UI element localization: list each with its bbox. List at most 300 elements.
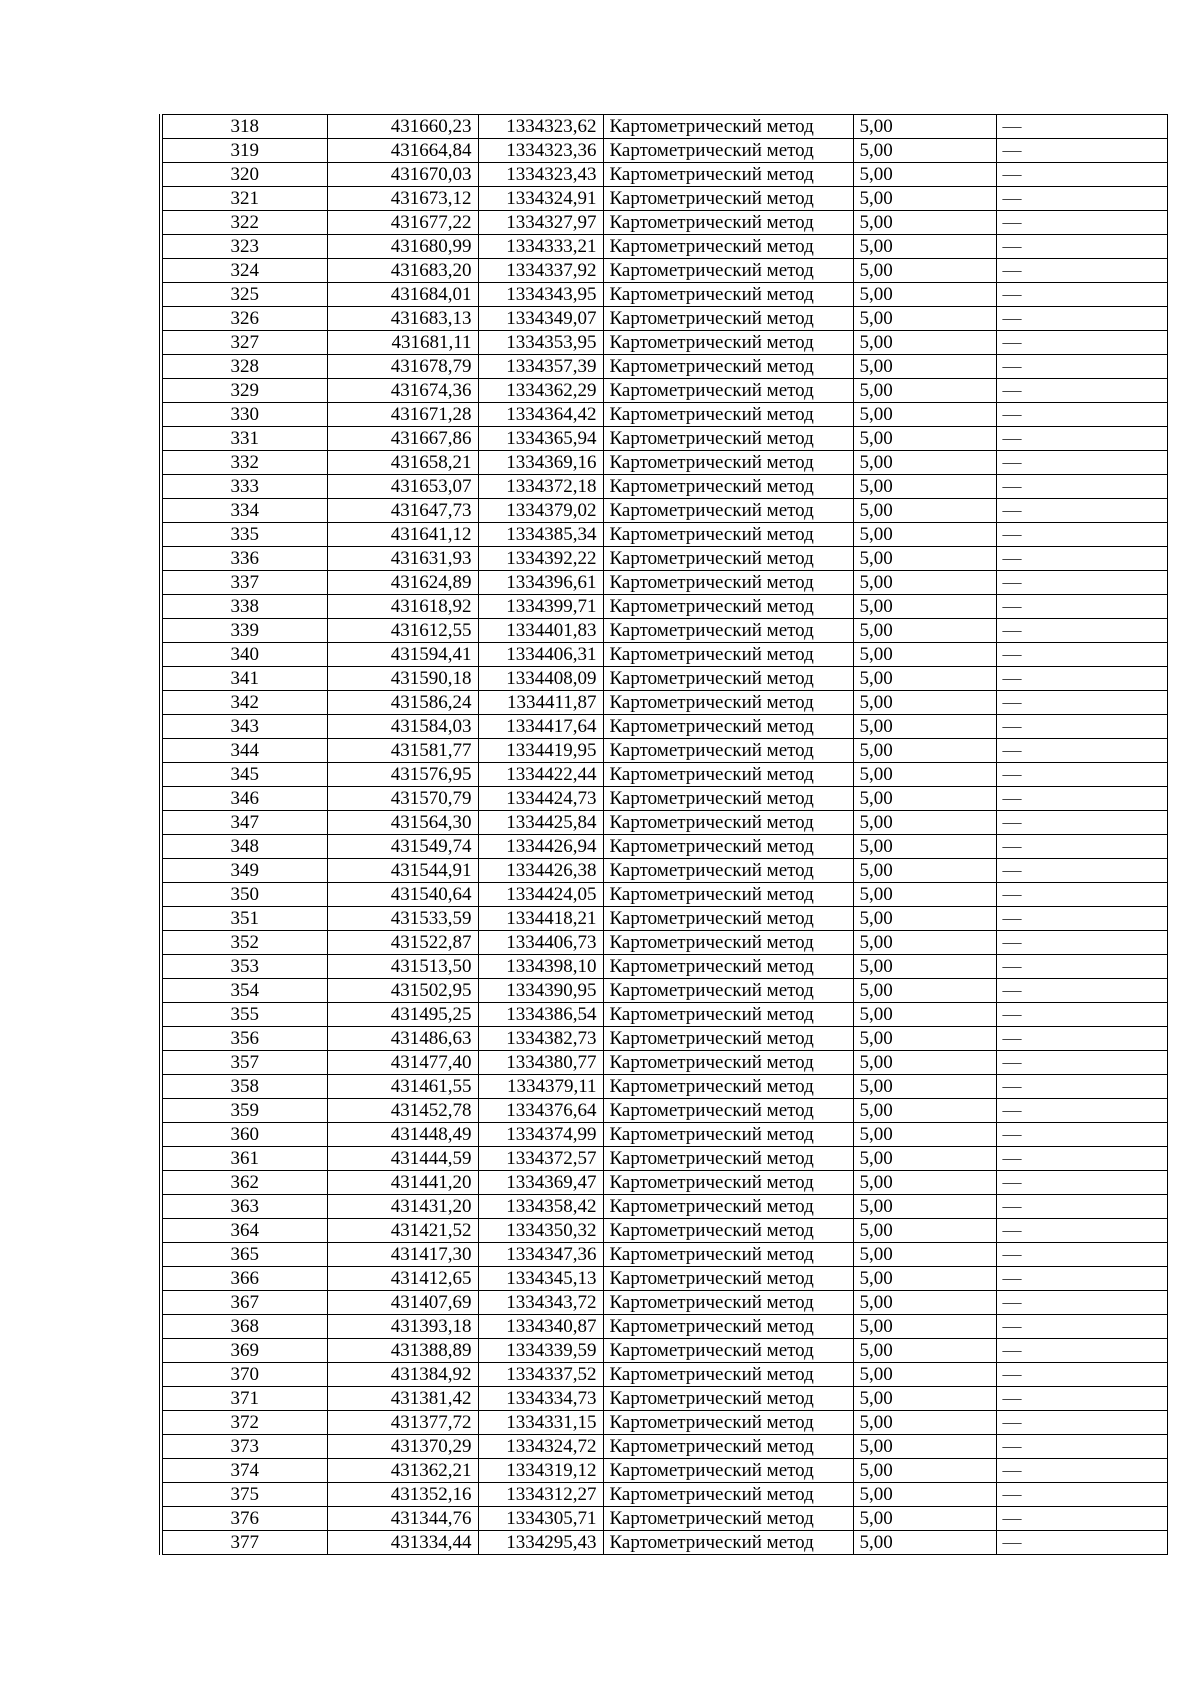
point-number-cell: 357 xyxy=(161,1051,327,1075)
coordinate-y-cell: 1334353,95 xyxy=(478,331,603,355)
coordinate-y-cell: 1334372,57 xyxy=(478,1147,603,1171)
coordinate-y-cell: 1334386,54 xyxy=(478,1003,603,1027)
description-cell: — xyxy=(996,187,1167,211)
method-cell: Картометрический метод xyxy=(603,1315,853,1339)
description-cell: — xyxy=(996,1147,1167,1171)
point-number-cell: 345 xyxy=(161,763,327,787)
description-cell: — xyxy=(996,523,1167,547)
coordinate-y-cell: 1334319,12 xyxy=(478,1459,603,1483)
table-row xyxy=(161,1075,1167,1099)
coordinate-y-cell: 1334408,09 xyxy=(478,667,603,691)
point-number-cell: 356 xyxy=(161,1027,327,1051)
coordinate-x-cell: 431407,69 xyxy=(327,1291,478,1315)
coordinate-y-cell: 1334425,84 xyxy=(478,811,603,835)
precision-cell: 5,00 xyxy=(853,379,996,403)
coordinate-x-cell: 431664,84 xyxy=(327,139,478,163)
coordinate-y-cell: 1334339,59 xyxy=(478,1339,603,1363)
table-row xyxy=(161,475,1167,499)
table-row xyxy=(161,259,1167,283)
method-cell: Картометрический метод xyxy=(603,475,853,499)
method-cell: Картометрический метод xyxy=(603,1363,853,1387)
description-cell: — xyxy=(996,211,1167,235)
coordinate-x-cell: 431570,79 xyxy=(327,787,478,811)
coordinate-y-cell: 1334343,72 xyxy=(478,1291,603,1315)
coordinate-y-cell: 1334380,77 xyxy=(478,1051,603,1075)
coordinate-y-cell: 1334323,62 xyxy=(478,115,603,139)
method-cell: Картометрический метод xyxy=(603,1435,853,1459)
precision-cell: 5,00 xyxy=(853,763,996,787)
point-number-cell: 358 xyxy=(161,1075,327,1099)
point-number-cell: 332 xyxy=(161,451,327,475)
table-row xyxy=(161,1003,1167,1027)
point-number-cell: 335 xyxy=(161,523,327,547)
coordinate-x-cell: 431444,59 xyxy=(327,1147,478,1171)
method-cell: Картометрический метод xyxy=(603,259,853,283)
precision-cell: 5,00 xyxy=(853,835,996,859)
description-cell: — xyxy=(996,1051,1167,1075)
method-cell: Картометрический метод xyxy=(603,1339,853,1363)
point-number-cell: 323 xyxy=(161,235,327,259)
method-cell: Картометрический метод xyxy=(603,1459,853,1483)
coordinate-x-cell: 431683,20 xyxy=(327,259,478,283)
coordinate-x-cell: 431334,44 xyxy=(327,1531,478,1555)
method-cell: Картометрический метод xyxy=(603,1507,853,1531)
table-row xyxy=(161,307,1167,331)
precision-cell: 5,00 xyxy=(853,427,996,451)
description-cell: — xyxy=(996,139,1167,163)
precision-cell: 5,00 xyxy=(853,667,996,691)
coordinate-y-cell: 1334417,64 xyxy=(478,715,603,739)
coordinate-x-cell: 431370,29 xyxy=(327,1435,478,1459)
method-cell: Картометрический метод xyxy=(603,1267,853,1291)
table-row xyxy=(161,1411,1167,1435)
coordinate-x-cell: 431612,55 xyxy=(327,619,478,643)
point-number-cell: 369 xyxy=(161,1339,327,1363)
point-number-cell: 359 xyxy=(161,1099,327,1123)
point-number-cell: 331 xyxy=(161,427,327,451)
method-cell: Картометрический метод xyxy=(603,1243,853,1267)
precision-cell: 5,00 xyxy=(853,907,996,931)
point-number-cell: 374 xyxy=(161,1459,327,1483)
table-row xyxy=(161,1483,1167,1507)
coordinate-y-cell: 1334374,99 xyxy=(478,1123,603,1147)
precision-cell: 5,00 xyxy=(853,1267,996,1291)
point-number-cell: 363 xyxy=(161,1195,327,1219)
precision-cell: 5,00 xyxy=(853,571,996,595)
method-cell: Картометрический метод xyxy=(603,835,853,859)
coordinate-y-cell: 1334305,71 xyxy=(478,1507,603,1531)
table-row xyxy=(161,547,1167,571)
method-cell: Картометрический метод xyxy=(603,763,853,787)
coordinate-x-cell: 431671,28 xyxy=(327,403,478,427)
coordinate-x-cell: 431680,99 xyxy=(327,235,478,259)
method-cell: Картометрический метод xyxy=(603,427,853,451)
method-cell: Картометрический метод xyxy=(603,379,853,403)
description-cell: — xyxy=(996,547,1167,571)
precision-cell: 5,00 xyxy=(853,787,996,811)
point-number-cell: 336 xyxy=(161,547,327,571)
point-number-cell: 354 xyxy=(161,979,327,1003)
coordinate-y-cell: 1334295,43 xyxy=(478,1531,603,1555)
table-row xyxy=(161,1243,1167,1267)
precision-cell: 5,00 xyxy=(853,1243,996,1267)
coordinate-y-cell: 1334362,29 xyxy=(478,379,603,403)
description-cell: — xyxy=(996,403,1167,427)
precision-cell: 5,00 xyxy=(853,1483,996,1507)
method-cell: Картометрический метод xyxy=(603,739,853,763)
coordinate-y-cell: 1334406,73 xyxy=(478,931,603,955)
coordinate-x-cell: 431352,16 xyxy=(327,1483,478,1507)
table-row xyxy=(161,883,1167,907)
table-row xyxy=(161,283,1167,307)
table-row xyxy=(161,643,1167,667)
method-cell: Картометрический метод xyxy=(603,1387,853,1411)
coordinate-x-cell: 431673,12 xyxy=(327,187,478,211)
description-cell: — xyxy=(996,283,1167,307)
method-cell: Картометрический метод xyxy=(603,1483,853,1507)
coordinate-y-cell: 1334390,95 xyxy=(478,979,603,1003)
point-number-cell: 353 xyxy=(161,955,327,979)
method-cell: Картометрический метод xyxy=(603,451,853,475)
description-cell: — xyxy=(996,1411,1167,1435)
coordinate-x-cell: 431544,91 xyxy=(327,859,478,883)
point-number-cell: 351 xyxy=(161,907,327,931)
description-cell: — xyxy=(996,811,1167,835)
description-cell: — xyxy=(996,787,1167,811)
description-cell: — xyxy=(996,1507,1167,1531)
coordinate-y-cell: 1334357,39 xyxy=(478,355,603,379)
table-row xyxy=(161,427,1167,451)
point-number-cell: 343 xyxy=(161,715,327,739)
method-cell: Картометрический метод xyxy=(603,283,853,307)
point-number-cell: 342 xyxy=(161,691,327,715)
coordinate-x-cell: 431388,89 xyxy=(327,1339,478,1363)
point-number-cell: 337 xyxy=(161,571,327,595)
coordinate-y-cell: 1334369,16 xyxy=(478,451,603,475)
precision-cell: 5,00 xyxy=(853,547,996,571)
coordinate-x-cell: 431344,76 xyxy=(327,1507,478,1531)
precision-cell: 5,00 xyxy=(853,1171,996,1195)
coordinate-x-cell: 431502,95 xyxy=(327,979,478,1003)
point-number-cell: 318 xyxy=(161,115,327,139)
point-number-cell: 371 xyxy=(161,1387,327,1411)
method-cell: Картометрический метод xyxy=(603,1147,853,1171)
method-cell: Картометрический метод xyxy=(603,883,853,907)
description-cell: — xyxy=(996,1171,1167,1195)
precision-cell: 5,00 xyxy=(853,1003,996,1027)
description-cell: — xyxy=(996,1027,1167,1051)
coordinate-y-cell: 1334349,07 xyxy=(478,307,603,331)
coordinate-y-cell: 1334398,10 xyxy=(478,955,603,979)
precision-cell: 5,00 xyxy=(853,1195,996,1219)
table-row xyxy=(161,403,1167,427)
point-number-cell: 320 xyxy=(161,163,327,187)
method-cell: Картометрический метод xyxy=(603,595,853,619)
precision-cell: 5,00 xyxy=(853,307,996,331)
description-cell: — xyxy=(996,1315,1167,1339)
description-cell: — xyxy=(996,1123,1167,1147)
coordinate-x-cell: 431393,18 xyxy=(327,1315,478,1339)
precision-cell: 5,00 xyxy=(853,979,996,1003)
method-cell: Картометрический метод xyxy=(603,235,853,259)
point-number-cell: 367 xyxy=(161,1291,327,1315)
point-number-cell: 333 xyxy=(161,475,327,499)
description-cell: — xyxy=(996,883,1167,907)
table-row xyxy=(161,1123,1167,1147)
coordinate-y-cell: 1334347,36 xyxy=(478,1243,603,1267)
table-row xyxy=(161,1435,1167,1459)
coordinate-x-cell: 431631,93 xyxy=(327,547,478,571)
coordinate-x-cell: 431683,13 xyxy=(327,307,478,331)
precision-cell: 5,00 xyxy=(853,619,996,643)
description-cell: — xyxy=(996,355,1167,379)
precision-cell: 5,00 xyxy=(853,1387,996,1411)
point-number-cell: 319 xyxy=(161,139,327,163)
coordinate-y-cell: 1334364,42 xyxy=(478,403,603,427)
table-row xyxy=(161,163,1167,187)
table-row xyxy=(161,1099,1167,1123)
point-number-cell: 350 xyxy=(161,883,327,907)
description-cell: — xyxy=(996,331,1167,355)
point-number-cell: 344 xyxy=(161,739,327,763)
point-number-cell: 364 xyxy=(161,1219,327,1243)
coordinate-x-cell: 431581,77 xyxy=(327,739,478,763)
table-row xyxy=(161,739,1167,763)
description-cell: — xyxy=(996,1291,1167,1315)
precision-cell: 5,00 xyxy=(853,331,996,355)
point-number-cell: 330 xyxy=(161,403,327,427)
table-row xyxy=(161,1051,1167,1075)
table-row xyxy=(161,1315,1167,1339)
coordinate-x-cell: 431647,73 xyxy=(327,499,478,523)
coordinate-x-cell: 431594,41 xyxy=(327,643,478,667)
coordinate-y-cell: 1334401,83 xyxy=(478,619,603,643)
coordinate-y-cell: 1334392,22 xyxy=(478,547,603,571)
method-cell: Картометрический метод xyxy=(603,355,853,379)
coordinate-y-cell: 1334385,34 xyxy=(478,523,603,547)
method-cell: Картометрический метод xyxy=(603,859,853,883)
coordinate-y-cell: 1334424,73 xyxy=(478,787,603,811)
precision-cell: 5,00 xyxy=(853,355,996,379)
table-row xyxy=(161,619,1167,643)
precision-cell: 5,00 xyxy=(853,187,996,211)
point-number-cell: 326 xyxy=(161,307,327,331)
coordinate-y-cell: 1334406,31 xyxy=(478,643,603,667)
point-number-cell: 321 xyxy=(161,187,327,211)
table-row xyxy=(161,1219,1167,1243)
coordinate-y-cell: 1334327,97 xyxy=(478,211,603,235)
description-cell: — xyxy=(996,1243,1167,1267)
description-cell: — xyxy=(996,571,1167,595)
description-cell: — xyxy=(996,1003,1167,1027)
table-row xyxy=(161,1147,1167,1171)
coordinate-x-cell: 431576,95 xyxy=(327,763,478,787)
table-row xyxy=(161,523,1167,547)
coordinate-y-cell: 1334345,13 xyxy=(478,1267,603,1291)
coordinate-x-cell: 431641,12 xyxy=(327,523,478,547)
table-row xyxy=(161,1027,1167,1051)
coordinate-x-cell: 431384,92 xyxy=(327,1363,478,1387)
method-cell: Картометрический метод xyxy=(603,1123,853,1147)
description-cell: — xyxy=(996,1267,1167,1291)
coordinate-x-cell: 431540,64 xyxy=(327,883,478,907)
method-cell: Картометрический метод xyxy=(603,907,853,931)
method-cell: Картометрический метод xyxy=(603,1171,853,1195)
precision-cell: 5,00 xyxy=(853,643,996,667)
precision-cell: 5,00 xyxy=(853,955,996,979)
precision-cell: 5,00 xyxy=(853,499,996,523)
coordinate-y-cell: 1334323,43 xyxy=(478,163,603,187)
table-row xyxy=(161,211,1167,235)
coordinate-x-cell: 431362,21 xyxy=(327,1459,478,1483)
coordinate-y-cell: 1334411,87 xyxy=(478,691,603,715)
precision-cell: 5,00 xyxy=(853,595,996,619)
coordinate-y-cell: 1334379,11 xyxy=(478,1075,603,1099)
method-cell: Картометрический метод xyxy=(603,1531,853,1555)
method-cell: Картометрический метод xyxy=(603,955,853,979)
table-row xyxy=(161,691,1167,715)
coordinate-y-cell: 1334426,94 xyxy=(478,835,603,859)
point-number-cell: 362 xyxy=(161,1171,327,1195)
point-number-cell: 327 xyxy=(161,331,327,355)
point-number-cell: 329 xyxy=(161,379,327,403)
precision-cell: 5,00 xyxy=(853,1099,996,1123)
method-cell: Картометрический метод xyxy=(603,787,853,811)
precision-cell: 5,00 xyxy=(853,1027,996,1051)
coordinate-x-cell: 431584,03 xyxy=(327,715,478,739)
method-cell: Картометрический метод xyxy=(603,523,853,547)
table-row xyxy=(161,1363,1167,1387)
description-cell: — xyxy=(996,1099,1167,1123)
coordinate-y-cell: 1334312,27 xyxy=(478,1483,603,1507)
coordinate-x-cell: 431564,30 xyxy=(327,811,478,835)
point-number-cell: 334 xyxy=(161,499,327,523)
table-row xyxy=(161,571,1167,595)
coordinate-y-cell: 1334323,36 xyxy=(478,139,603,163)
table-row xyxy=(161,1171,1167,1195)
table-row xyxy=(161,1339,1167,1363)
table-row xyxy=(161,1459,1167,1483)
point-number-cell: 348 xyxy=(161,835,327,859)
method-cell: Картометрический метод xyxy=(603,931,853,955)
coordinate-x-cell: 431624,89 xyxy=(327,571,478,595)
precision-cell: 5,00 xyxy=(853,1339,996,1363)
table-row xyxy=(161,139,1167,163)
coordinate-y-cell: 1334379,02 xyxy=(478,499,603,523)
description-cell: — xyxy=(996,1483,1167,1507)
table-row xyxy=(161,115,1167,139)
point-number-cell: 328 xyxy=(161,355,327,379)
coordinate-x-cell: 431684,01 xyxy=(327,283,478,307)
method-cell: Картометрический метод xyxy=(603,1003,853,1027)
precision-cell: 5,00 xyxy=(853,1123,996,1147)
description-cell: — xyxy=(996,259,1167,283)
coordinate-x-cell: 431417,30 xyxy=(327,1243,478,1267)
coordinate-x-cell: 431421,52 xyxy=(327,1219,478,1243)
table-row xyxy=(161,331,1167,355)
point-number-cell: 346 xyxy=(161,787,327,811)
description-cell: — xyxy=(996,475,1167,499)
table-row xyxy=(161,379,1167,403)
precision-cell: 5,00 xyxy=(853,1315,996,1339)
coordinate-y-cell: 1334369,47 xyxy=(478,1171,603,1195)
description-cell: — xyxy=(996,1387,1167,1411)
method-cell: Картометрический метод xyxy=(603,1051,853,1075)
point-number-cell: 375 xyxy=(161,1483,327,1507)
precision-cell: 5,00 xyxy=(853,1435,996,1459)
coordinate-y-cell: 1334418,21 xyxy=(478,907,603,931)
precision-cell: 5,00 xyxy=(853,211,996,235)
coordinate-y-cell: 1334334,73 xyxy=(478,1387,603,1411)
precision-cell: 5,00 xyxy=(853,931,996,955)
coordinate-y-cell: 1334422,44 xyxy=(478,763,603,787)
description-cell: — xyxy=(996,859,1167,883)
description-cell: — xyxy=(996,1219,1167,1243)
table-row xyxy=(161,787,1167,811)
method-cell: Картометрический метод xyxy=(603,571,853,595)
point-number-cell: 322 xyxy=(161,211,327,235)
point-number-cell: 339 xyxy=(161,619,327,643)
description-cell: — xyxy=(996,163,1167,187)
precision-cell: 5,00 xyxy=(853,859,996,883)
table-row xyxy=(161,1507,1167,1531)
description-cell: — xyxy=(996,763,1167,787)
precision-cell: 5,00 xyxy=(853,283,996,307)
table-row xyxy=(161,1195,1167,1219)
description-cell: — xyxy=(996,667,1167,691)
method-cell: Картометрический метод xyxy=(603,163,853,187)
coordinate-x-cell: 431618,92 xyxy=(327,595,478,619)
method-cell: Картометрический метод xyxy=(603,547,853,571)
coordinate-x-cell: 431590,18 xyxy=(327,667,478,691)
precision-cell: 5,00 xyxy=(853,1531,996,1555)
precision-cell: 5,00 xyxy=(853,1291,996,1315)
method-cell: Картометрический метод xyxy=(603,115,853,139)
point-number-cell: 361 xyxy=(161,1147,327,1171)
coordinate-x-cell: 431678,79 xyxy=(327,355,478,379)
precision-cell: 5,00 xyxy=(853,1363,996,1387)
method-cell: Картометрический метод xyxy=(603,979,853,1003)
coordinate-y-cell: 1334324,91 xyxy=(478,187,603,211)
precision-cell: 5,00 xyxy=(853,163,996,187)
coordinate-y-cell: 1334324,72 xyxy=(478,1435,603,1459)
table-row xyxy=(161,1267,1167,1291)
table-row xyxy=(161,1291,1167,1315)
coordinate-x-cell: 431381,42 xyxy=(327,1387,478,1411)
method-cell: Картометрический метод xyxy=(603,187,853,211)
precision-cell: 5,00 xyxy=(853,811,996,835)
document-page xyxy=(159,114,1165,1555)
precision-cell: 5,00 xyxy=(853,523,996,547)
coordinate-x-cell: 431667,86 xyxy=(327,427,478,451)
precision-cell: 5,00 xyxy=(853,1147,996,1171)
method-cell: Картометрический метод xyxy=(603,403,853,427)
description-cell: — xyxy=(996,643,1167,667)
point-number-cell: 366 xyxy=(161,1267,327,1291)
point-number-cell: 341 xyxy=(161,667,327,691)
coordinate-y-cell: 1334337,92 xyxy=(478,259,603,283)
precision-cell: 5,00 xyxy=(853,739,996,763)
precision-cell: 5,00 xyxy=(853,235,996,259)
coordinate-x-cell: 431452,78 xyxy=(327,1099,478,1123)
method-cell: Картометрический метод xyxy=(603,691,853,715)
point-number-cell: 373 xyxy=(161,1435,327,1459)
description-cell: — xyxy=(996,451,1167,475)
description-cell: — xyxy=(996,1195,1167,1219)
description-cell: — xyxy=(996,835,1167,859)
point-number-cell: 352 xyxy=(161,931,327,955)
coordinate-x-cell: 431586,24 xyxy=(327,691,478,715)
